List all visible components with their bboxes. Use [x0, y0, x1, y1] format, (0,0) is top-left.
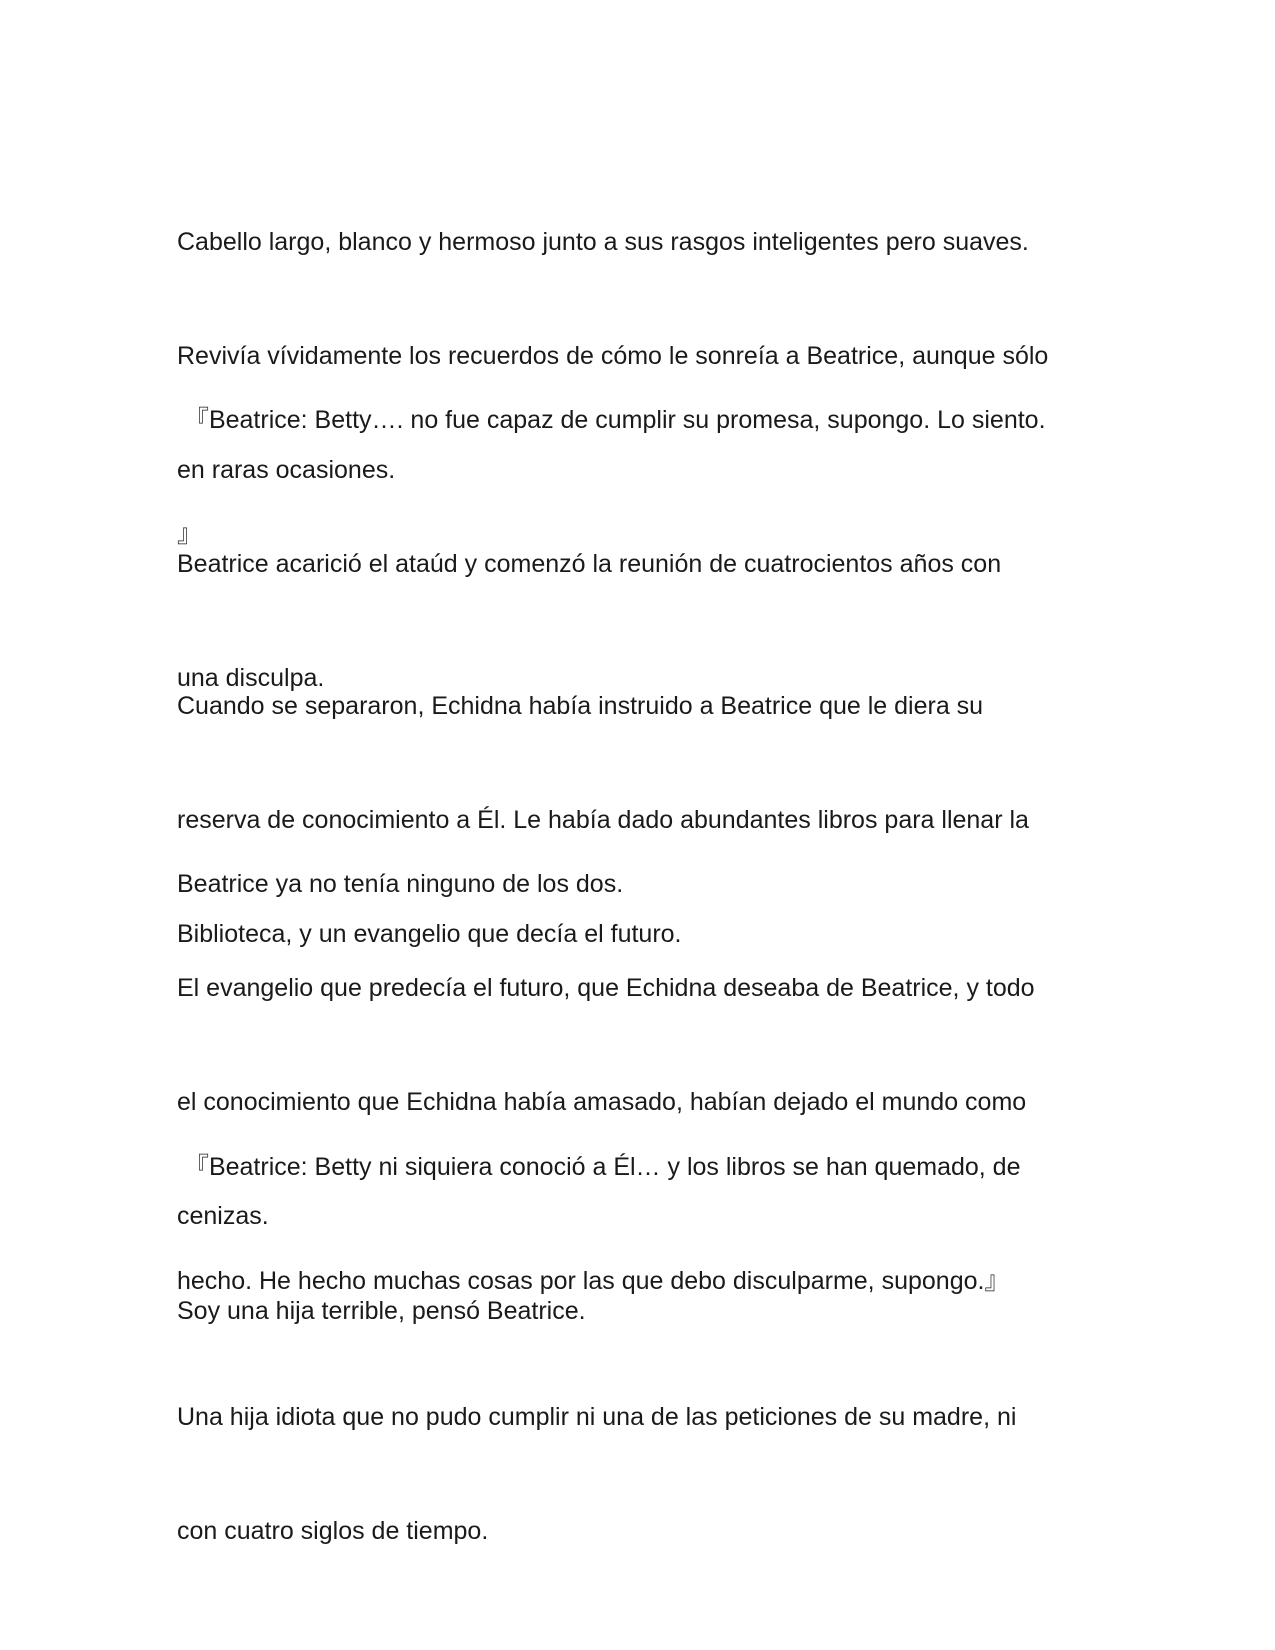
- text-line: cenizas.: [177, 1202, 269, 1230]
- text-line: en raras ocasiones.: [177, 456, 396, 484]
- text-line: con cuatro siglos de tiempo.: [177, 1517, 489, 1545]
- text-line: Beatrice acarició el ataúd y comenzó la reunión de cuatrocientos años con: [177, 550, 1002, 578]
- text-line: Biblioteca, y un evangelio que decía el futuro.: [177, 920, 682, 948]
- text-line: Una hija idiota que no pudo cumplir ni una de las peticiones de su madre, ni: [177, 1403, 1017, 1431]
- text-line: el conocimiento que Echidna había amasado, habían dejado el mundo como: [177, 1088, 1027, 1116]
- text-line: Beatrice ya no tenía ninguno de los dos.: [177, 870, 624, 898]
- text-line: 』: [177, 520, 203, 548]
- text-line: 『Beatrice: Betty…. no fue capaz de cumplir su promesa, supongo. Lo siento.: [177, 406, 1046, 434]
- text-line: 『Beatrice: Betty ni siquiera conoció a Él… y los libros se han quemado, de: [177, 1153, 1021, 1181]
- text-line: reserva de conocimiento a Él. Le había dado abundantes libros para llenar la: [177, 806, 1029, 834]
- text-line: Revivía vívidamente los recuerdos de cómo le sonreía a Beatrice, aunque sólo: [177, 342, 1049, 370]
- text-line: Soy una hija terrible, pensó Beatrice.: [177, 1297, 586, 1325]
- text-line: Cabello largo, blanco y hermoso junto a sus rasgos inteligentes pero suaves.: [177, 228, 1029, 256]
- paragraph-9: [177, 1322, 1107, 1626]
- text-line: Cuando se separaron, Echidna había instruido a Beatrice que le diera su: [177, 692, 984, 720]
- text-line: hecho. He hecho muchas cosas por las que debo disculparme, supongo.』: [177, 1267, 1010, 1295]
- text-line: una disculpa.: [177, 664, 325, 692]
- text-line: El evangelio que predecía el futuro, que Echidna deseaba de Beatrice, y todo: [177, 974, 1035, 1002]
